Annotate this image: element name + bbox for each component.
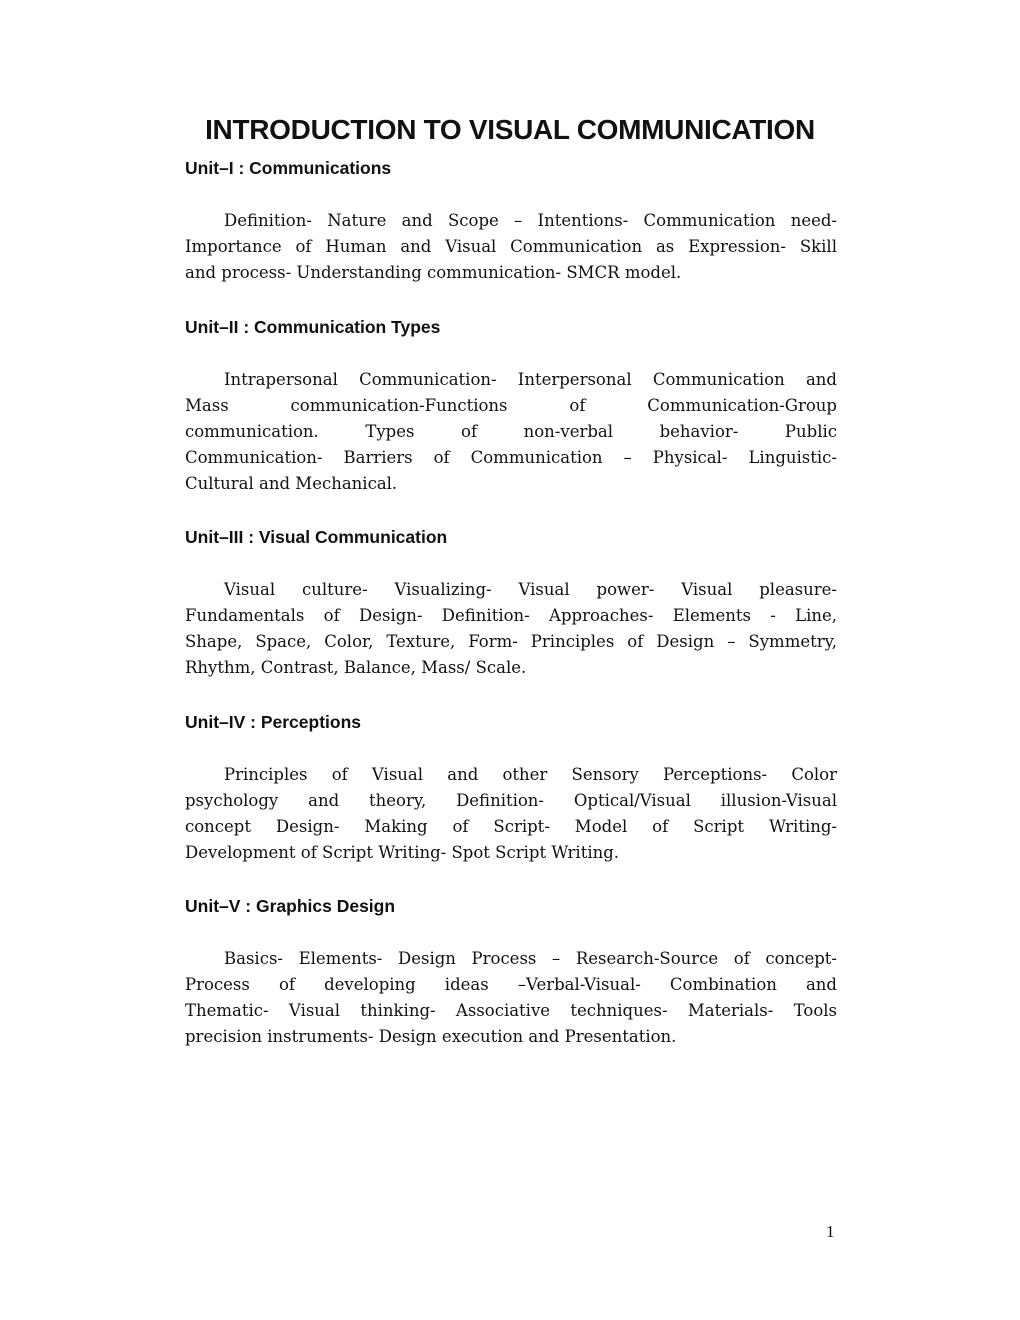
paragraph-line: Visual culture- Visualizing- Visual power- Visual pleasure- — [224, 580, 837, 599]
unit-paragraph — [185, 946, 837, 1050]
paragraph-line: Intrapersonal Communication- Interpersonal Communication and — [224, 370, 837, 389]
paragraph-line: Principles of Visual and other Sensory Perceptions- Color — [224, 765, 837, 784]
unit-section — [185, 896, 837, 1050]
unit-paragraph — [185, 577, 837, 681]
unit-section — [185, 527, 837, 681]
page-number: 1 — [826, 1222, 835, 1241]
paragraph-line: Shape, Space, Color, Texture, Form- Principles of Design – Symmetry, — [185, 632, 837, 651]
paragraph-line: Importance of Human and Visual Communication as Expression- Skill — [185, 237, 837, 256]
paragraph-line: psychology and theory, Definition- Optical/Visual illusion-Visual — [185, 791, 837, 810]
paragraph-line: Process of developing ideas –Verbal-Visual- Combination and — [185, 975, 837, 994]
unit-section — [185, 158, 837, 286]
unit-paragraph — [185, 762, 837, 866]
unit-heading: Unit–V : Graphics Design — [185, 896, 396, 916]
paragraph-line: Fundamentals of Design- Definition- Approaches- Elements - Line, — [185, 606, 837, 625]
paragraph-line: Communication- Barriers of Communication – Physical- Linguistic- — [185, 448, 837, 467]
paragraph-line: concept Design- Making of Script- Model of Script Writing- — [185, 817, 837, 836]
unit-heading: Unit–IV : Perceptions — [185, 712, 362, 732]
unit-section — [185, 317, 837, 497]
paragraph-line: precision instruments- Design execution and Presentation. — [185, 1027, 677, 1046]
paragraph-line: Mass communication-Functions of Communication-Group — [185, 396, 837, 415]
paragraph-line: Cultural and Mechanical. — [185, 474, 398, 493]
unit-heading: Unit–II : Communication Types — [185, 317, 441, 337]
paragraph-line: Development of Script Writing- Spot Script Writing. — [185, 843, 620, 862]
paragraph-line: Basics- Elements- Design Process – Research-Source of concept- — [224, 949, 837, 968]
unit-heading: Unit–III : Visual Communication — [185, 527, 448, 547]
page-title: INTRODUCTION TO VISUAL COMMUNICATION — [205, 114, 815, 145]
unit-paragraph — [185, 367, 837, 497]
unit-heading: Unit–I : Communications — [185, 158, 392, 178]
paragraph-line: Definition- Nature and Scope – Intentions- Communication need- — [224, 211, 837, 230]
unit-paragraph — [185, 208, 837, 286]
unit-section — [185, 712, 837, 866]
paragraph-line: Thematic- Visual thinking- Associative techniques- Materials- Tools — [185, 1001, 837, 1020]
paragraph-line: communication. Types of non-verbal behavior- Public — [185, 422, 837, 441]
paragraph-line: Rhythm, Contrast, Balance, Mass/ Scale. — [185, 658, 527, 677]
paragraph-line: and process- Understanding communication- SMCR model. — [185, 263, 682, 282]
